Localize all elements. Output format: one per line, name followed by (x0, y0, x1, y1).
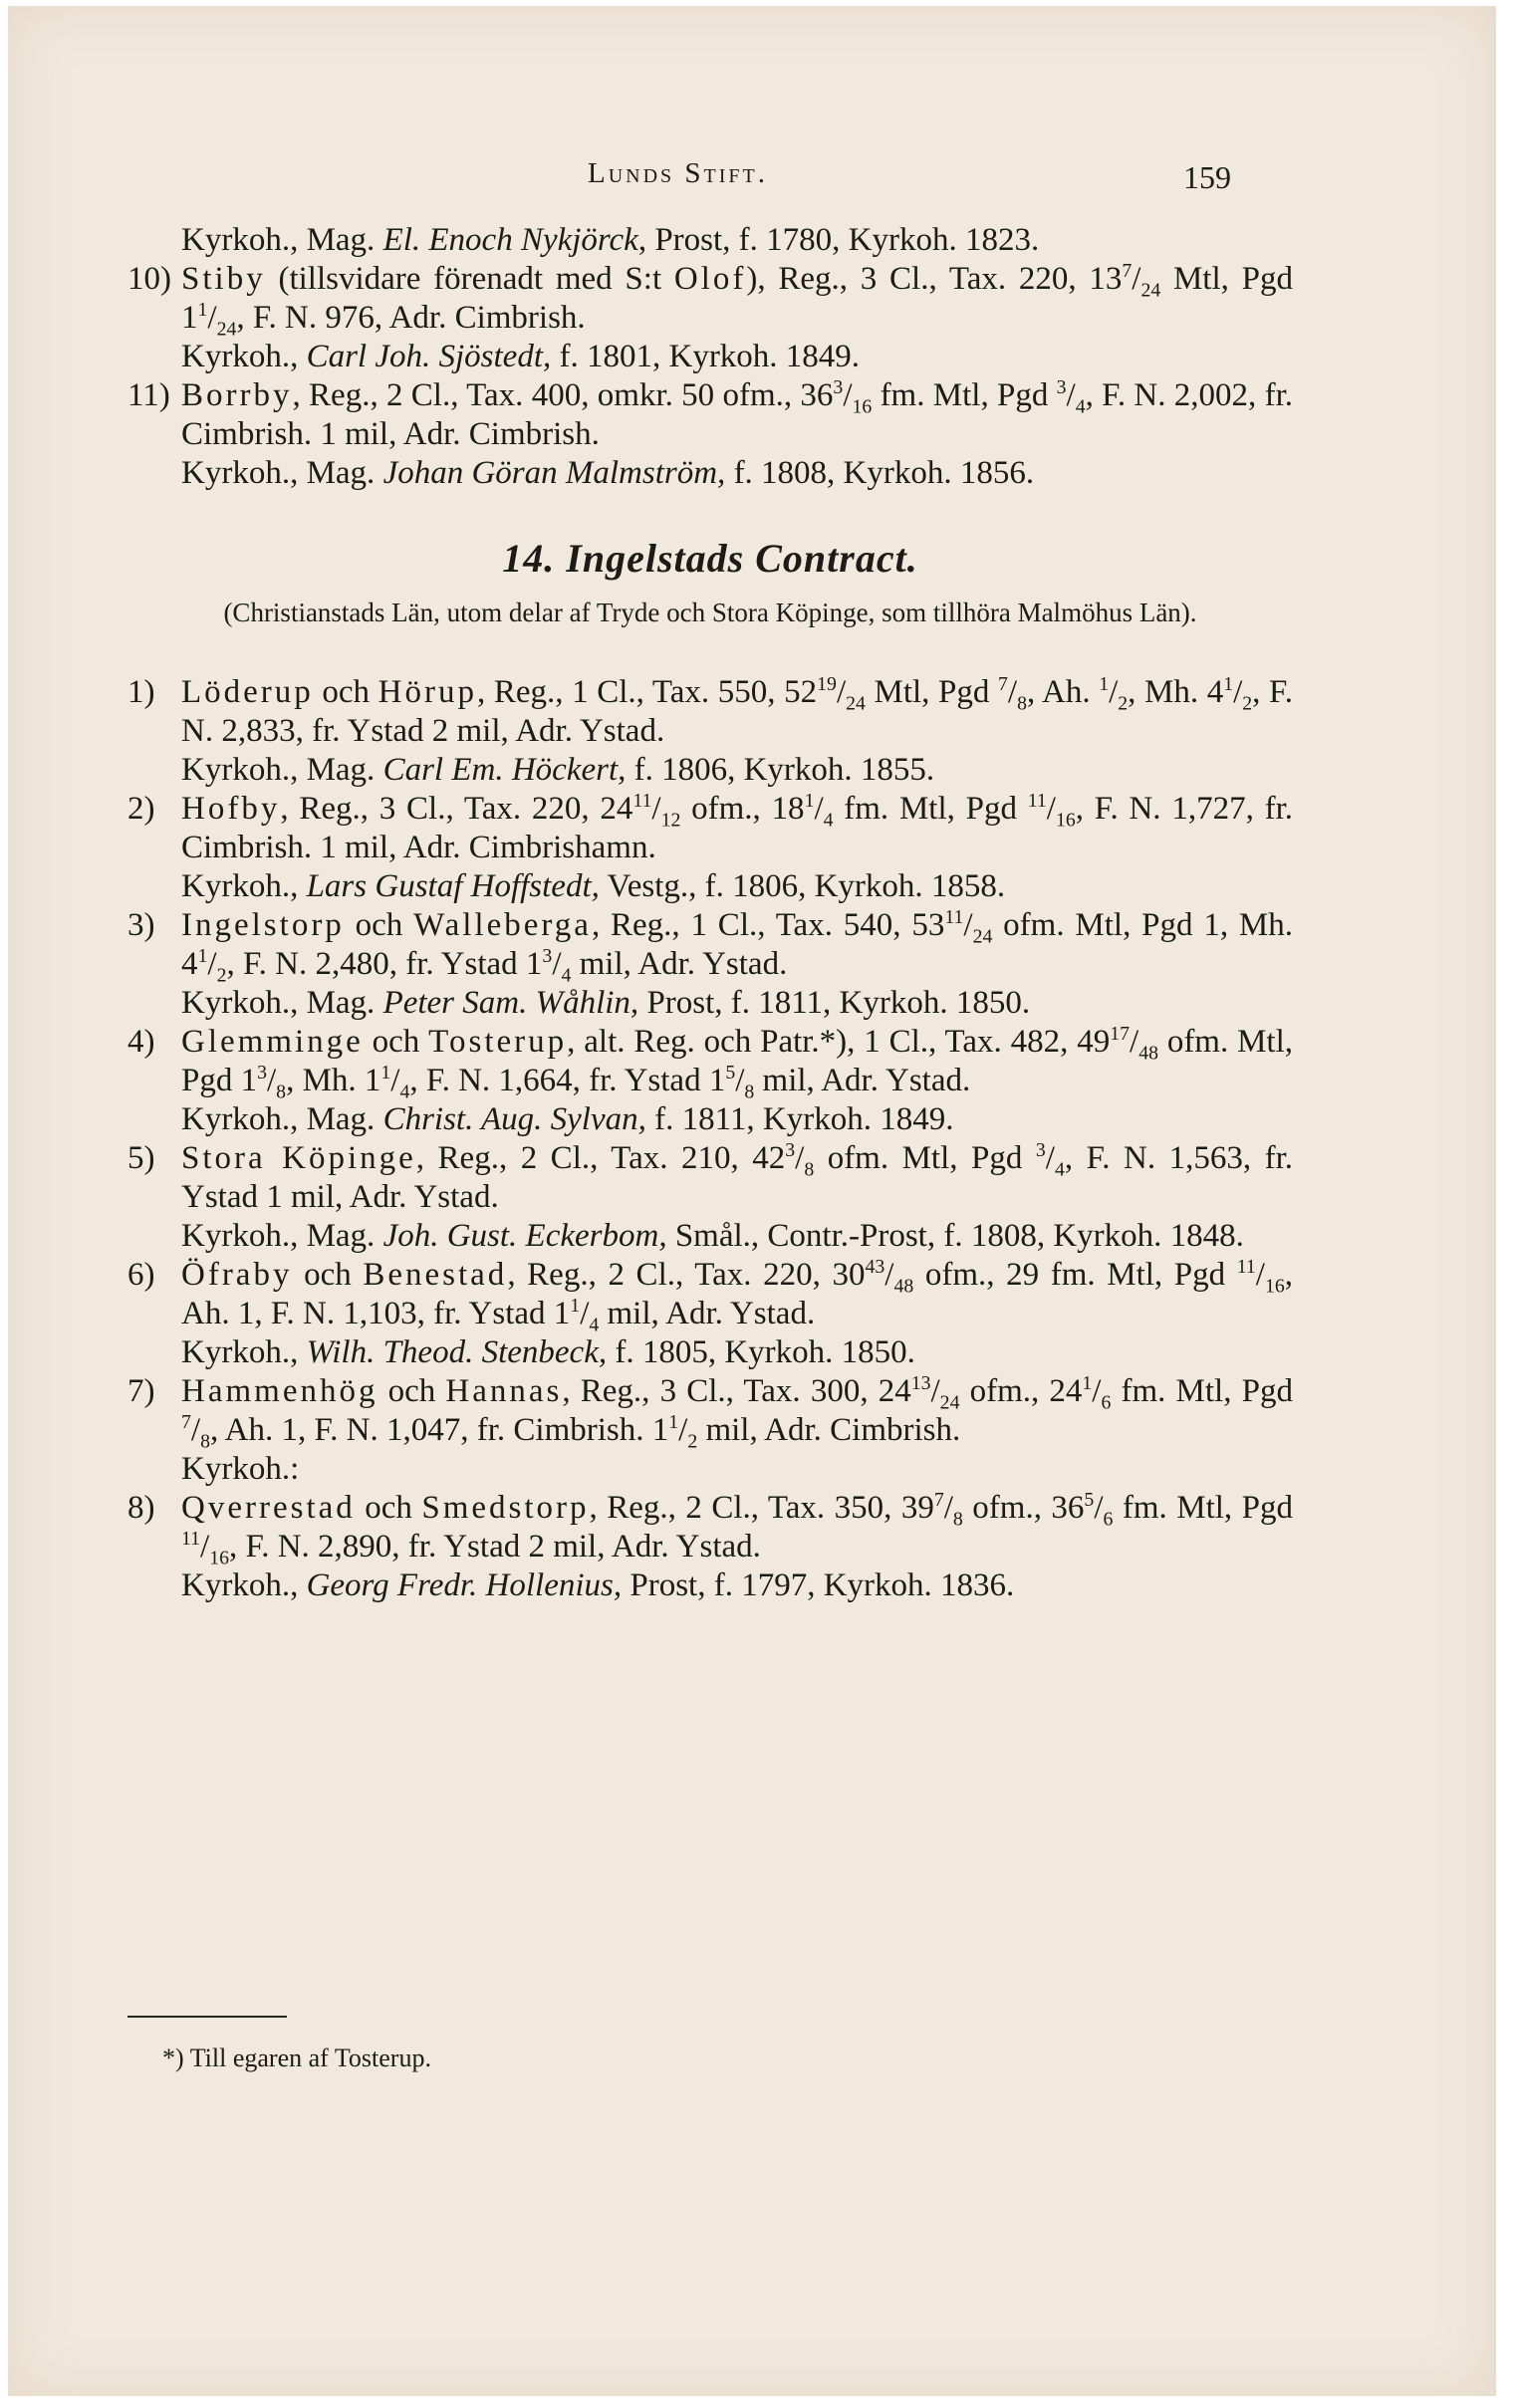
fraction: $^5/_6$ (1084, 1489, 1114, 1531)
person-name: Peter Sam. Wåhlin, (382, 985, 639, 1021)
parish-entry: 4) Glemminge och Tosterup, alt. Reg. och Patr.*), 1 Cl., Tax. 482, $49^{17}/_{48}$ ofm. Mtl, Pgd $1^3/_8$, Mh. $1^1/_4$, F. N. 1,664, fr. Ystad $1^5/_8$ mil, Adr. Ystad. (127, 1023, 1293, 1103)
page-body (127, 221, 1293, 1605)
fraction: $^1/_2$ (1223, 673, 1253, 715)
parish-entries (127, 673, 1293, 1605)
fraction: $^1/_4$ (570, 1295, 600, 1336)
entry-number: 3) (127, 907, 155, 943)
parish-name: Stora Köpinge (181, 1140, 416, 1176)
parish-name: Qverrestad (181, 1490, 356, 1526)
entry-number: 1) (127, 674, 155, 710)
fraction: $^1/_2$ (1099, 673, 1129, 715)
person-name: Georg Fredr. Hollenius, (306, 1567, 623, 1603)
fraction: $^3/_4$ (1035, 1139, 1065, 1181)
parish-name: Ingelstorp (181, 907, 345, 943)
parish-entry: 3) Ingelstorp och Walleberga, Reg., 1 Cl., Tax. 540, $53^{11}/_{24}$ ofm. Mtl, Pgd 1, Mh. $4^1/_2$, F. N. 2,480, fr. Ystad $1^3/_4$ mil, Adr. Ystad. (127, 906, 1293, 987)
entry-number: 5) (127, 1140, 155, 1176)
section-note: (Christianstads Län, utom delar af Tryde och Stora Köpinge, som tillhöra Malmöhus Län). (223, 598, 1197, 627)
footnote-rule (127, 2016, 287, 2018)
parish-name: Öfraby (181, 1257, 293, 1293)
kyrkoherde-line: Kyrkoh., Carl Joh. Sjöstedt, f. 1801, Kyrkoh. 1849. (181, 339, 861, 374)
fraction: $^{13}/_{24}$ (910, 1372, 960, 1414)
fraction: $^1/_6$ (1082, 1372, 1112, 1414)
parish-name: Smedstorp (421, 1490, 590, 1526)
fraction: $^3/_4$ (1056, 376, 1086, 418)
fraction: $^{11}/_{16}$ (1027, 790, 1076, 832)
parish-name: Hörup (378, 674, 477, 710)
fraction: $^{43}/_{48}$ (865, 1256, 914, 1298)
continued-entries (127, 221, 1293, 493)
person-name: Carl Em. Höckert, (382, 752, 627, 788)
entry-number: 11) (127, 377, 170, 413)
kyrkoherde-line: Kyrkoh., Mag. Johan Göran Malmström, f. 1808, Kyrkoh. 1856. (181, 455, 1035, 491)
fraction: $^{11}/_{12}$ (632, 790, 681, 832)
parish-entry: 7) Hammenhög och Hannas, Reg., 3 Cl., Tax. 300, $24^{13}/_{24}$ ofm., $24^1/_6$ fm. Mtl, Pgd $^7/_8$, Ah. 1, F. N. 1,047, fr. Cimbrish. $1^1/_2$ mil, Adr. Cimbrish. (127, 1372, 1293, 1453)
person-name: Joh. Gust. Eckerbom, (382, 1218, 667, 1254)
parish-entry: 1) Löderup och Hörup, Reg., 1 Cl., Tax. 550, $52^{19}/_{24}$ Mtl, Pgd $^7/_8$, Ah. $^1/_2$, Mh. $4^1/_2$, F. N. 2,833, fr. Ystad 2 mil, Adr. Ystad. (127, 673, 1293, 749)
fraction: $^7/_8$ (181, 1411, 210, 1453)
parish-name: Hofby (181, 791, 281, 827)
kyrkoherde-line: Kyrkoh., Lars Gustaf Hoffstedt, Vestg., f. 1806, Kyrkoh. 1858. (181, 868, 1006, 904)
parish-name: Stiby (181, 261, 266, 297)
person-name: Lars Gustaf Hoffstedt, (306, 868, 600, 904)
kyrkoherde-line: Kyrkoh., Mag. Peter Sam. Wåhlin, Prost, f. 1811, Kyrkoh. 1850. (181, 985, 1031, 1021)
person-name: Carl Joh. Sjöstedt, (306, 339, 552, 374)
running-head: Lunds Stift. (588, 157, 769, 189)
fraction: $^7/_8$ (933, 1489, 963, 1531)
person-name: Wilh. Theod. Stenbeck, (306, 1334, 608, 1370)
parish-name: Tosterup (428, 1024, 568, 1060)
fraction: $^5/_8$ (725, 1062, 755, 1103)
kyrkoherde-line: Kyrkoh., Mag. Christ. Aug. Sylvan, f. 1811, Kyrkoh. 1849. (181, 1101, 954, 1137)
person-name: El. Enoch Nykjörck (382, 222, 638, 258)
fraction: $^1/_2$ (668, 1411, 698, 1453)
fraction: $^{11}/_{16}$ (1236, 1256, 1285, 1298)
parish-name: Borrby (181, 377, 293, 413)
parish-name: Hannas (445, 1373, 563, 1409)
entry-number: 6) (127, 1257, 155, 1293)
fraction: $^7/_{24}$ (1122, 260, 1161, 302)
fraction: $^1/_2$ (197, 945, 227, 987)
entry-number: 4) (127, 1024, 155, 1060)
kyrkoherde-line: Kyrkoh., Mag. Joh. Gust. Eckerbom, Smål., Contr.-Prost, f. 1808, Kyrkoh. 1848. (181, 1218, 1244, 1254)
person-name: Johan Göran Malmström, (382, 455, 726, 491)
fraction: $^{17}/_{48}$ (1110, 1023, 1158, 1065)
parish-name: Löderup (181, 674, 314, 710)
fraction: $^1/_4$ (380, 1062, 410, 1103)
fraction: $^{11}/_{24}$ (944, 906, 993, 948)
footnote: *) Till egaren af Tosterup. (162, 2044, 431, 2072)
fraction: $^{19}/_{24}$ (817, 673, 866, 715)
entry-number: 2) (127, 791, 155, 827)
kyrkoherde-line: Kyrkoh., Mag. El. Enoch Nykjörck, Prost, f. 1780, Kyrkoh. 1823. (181, 222, 1040, 258)
kyrkoherde-line: Kyrkoh.: (181, 1451, 300, 1487)
fraction: $^1/_4$ (804, 790, 834, 832)
entry-number: 10) (127, 261, 171, 297)
fraction: $^{11}/_{16}$ (181, 1528, 229, 1569)
parish-entry: 5) Stora Köpinge, Reg., 2 Cl., Tax. 210, $42^3/_8$ ofm. Mtl, Pgd $^3/_4$, F. N. 1,563, fr. Ystad 1 mil, Adr. Ystad. (127, 1139, 1293, 1215)
page-number: 159 (1183, 159, 1231, 195)
parish-name: Benestad (363, 1257, 508, 1293)
parish-entry: 11) Borrby, Reg., 2 Cl., Tax. 400, omkr. 50 ofm., $36^3/_{16}$ fm. Mtl, Pgd $^3/_4$, F. N. 2,002, fr. Cimbrish. 1 mil, Adr. Cimbrish. (127, 376, 1293, 452)
person-name: Christ. Aug. Sylvan, (382, 1101, 646, 1137)
parish-entry: 8) Qverrestad och Smedstorp, Reg., 2 Cl., Tax. 350, $39^7/_8$ ofm., $36^5/_6$ fm. Mtl, Pgd $^{11}/_{16}$, F. N. 2,890, fr. Ystad 2 mil, Adr. Ystad. (127, 1489, 1293, 1569)
kyrkoherde-line: Kyrkoh., Georg Fredr. Hollenius, Prost, f. 1797, Kyrkoh. 1836. (181, 1567, 1015, 1603)
entry-number: 8) (127, 1490, 155, 1526)
fraction: $^1/_{24}$ (197, 299, 237, 341)
entry-number: 7) (127, 1373, 155, 1409)
fraction: $^3/_8$ (785, 1139, 815, 1181)
section-title: 14. Ingelstads Contract. (502, 536, 918, 581)
parish-entry: 10) Stiby (tillsvidare förenadt med S:t Olof), Reg., 3 Cl., Tax. 220, $13^7/_{24}$ Mtl, Pgd $1^1/_{24}$, F. N. 976, Adr. Cimbrish. (127, 260, 1294, 341)
parish-entry: 6) Öfraby och Benestad, Reg., 2 Cl., Tax. 220, $30^{43}/_{48}$ ofm., 29 fm. Mtl, Pgd $^{11}/_{16}$, Ah. 1, F. N. 1,103, fr. Ystad $1^1/_4$ mil, Adr. Ystad. (127, 1256, 1293, 1336)
page-header (0, 157, 1513, 197)
fraction: $^7/_8$ (998, 673, 1027, 715)
parish-name: Glemminge (181, 1024, 364, 1060)
kyrkoherde-line: Kyrkoh., Wilh. Theod. Stenbeck, f. 1805, Kyrkoh. 1850. (181, 1334, 915, 1370)
kyrkoherde-line: Kyrkoh., Mag. Carl Em. Höckert, f. 1806, Kyrkoh. 1855. (181, 752, 935, 788)
fraction: $^3/_4$ (542, 945, 572, 987)
fraction: $^3/_{16}$ (833, 376, 873, 418)
fraction: $^3/_8$ (257, 1062, 287, 1103)
parish-name: Walleberga (413, 907, 592, 943)
parish-entry: 2) Hofby, Reg., 3 Cl., Tax. 220, $24^{11}/_{12}$ ofm., $18^1/_4$ fm. Mtl, Pgd $^{11}/_{16}$, F. N. 1,727, fr. Cimbrish. 1 mil, Adr. Cimbrishamn. (127, 790, 1293, 865)
parish-name: Olof (673, 261, 747, 297)
parish-name: Hammenhög (181, 1373, 378, 1409)
